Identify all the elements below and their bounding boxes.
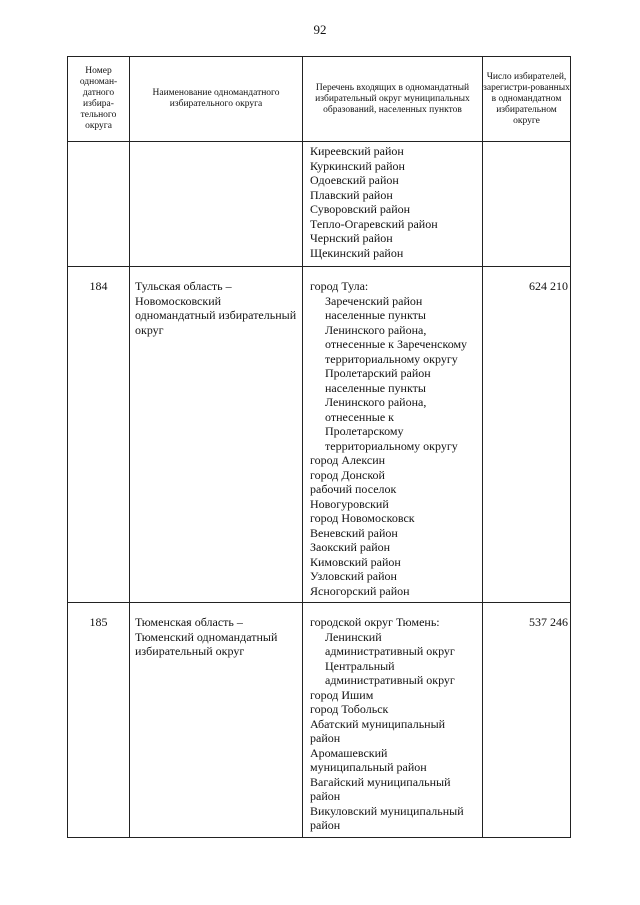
- list-item: населенные пункты: [325, 380, 426, 395]
- voters-count: 624 210: [483, 267, 571, 603]
- list-item: территориальному округу: [325, 438, 458, 453]
- district-composition: [303, 603, 483, 838]
- list-item: район: [310, 818, 341, 832]
- list-item: Зареченский район: [325, 293, 423, 308]
- list-item: отнесенные к: [325, 409, 394, 424]
- district-number: 184: [68, 267, 130, 603]
- header-number: Номер одноман-датного избира-тельного округа: [68, 57, 130, 142]
- list-item: Веневский район: [310, 525, 398, 540]
- header-voters: Число избирателей, зарегистри-рованных в одномандатном избирательном округе: [483, 57, 571, 142]
- list-item: район: [310, 789, 341, 803]
- table-row-continued: [68, 142, 571, 267]
- list-item: отнесенные к Зареченскому: [325, 337, 468, 351]
- list-item: Узловский район: [310, 569, 397, 583]
- list-item: Ленинский: [325, 629, 382, 644]
- list-item: город Алексин: [310, 453, 386, 467]
- table-header-row: [68, 57, 571, 142]
- list-item: город Ишим: [310, 687, 374, 702]
- list-item: Аромашевский: [310, 745, 388, 760]
- list-item: Киреевский район: [310, 144, 404, 158]
- list-item: Ленинского района,: [325, 322, 427, 337]
- list-item: Плавский район: [310, 187, 393, 202]
- header-name: Наименование одномандатного избирательного округа: [130, 57, 303, 142]
- list-item: Кимовский район: [310, 554, 401, 569]
- list-item: город Тула:: [310, 279, 369, 293]
- list-item: город Новомосковск: [310, 511, 415, 525]
- list-item: Ясногорский район: [310, 583, 410, 598]
- list-item: Новогуровский: [310, 496, 389, 511]
- list-item: административный округ: [325, 644, 455, 658]
- list-item: Щекинский район: [310, 245, 404, 260]
- list-item: Куркинский район: [310, 158, 405, 173]
- list-item: Пролетарский район: [325, 366, 431, 380]
- list-item: Центральный: [325, 658, 395, 673]
- list-item: Викуловский муниципальный: [310, 803, 464, 818]
- list-item: город Донской: [310, 467, 385, 482]
- list-item: Одоевский район: [310, 173, 399, 187]
- table-row: [68, 267, 571, 603]
- list-item: населенные пункты: [325, 308, 426, 322]
- list-item: муниципальный район: [310, 760, 427, 774]
- list-item: территориальному округу: [325, 351, 458, 366]
- table-row: [68, 603, 571, 838]
- list-item: административный округ: [325, 673, 455, 687]
- continued-list: [303, 142, 483, 267]
- district-name: Тюменская область – Тюменский одномандатный избирательный округ: [130, 603, 303, 838]
- header-list: Перечень входящих в одномандатный избирательный округ муниципальных образований, населенных пунктов: [303, 57, 483, 142]
- list-item: городской округ Тюмень:: [310, 615, 440, 629]
- list-item: Тепло-Огаревский район: [310, 216, 438, 231]
- list-item: Пролетарскому: [325, 424, 404, 438]
- district-composition: [303, 267, 483, 603]
- district-name: Тульская область – Новомосковский одномандатный избирательный округ: [130, 267, 303, 603]
- list-item: район: [310, 731, 341, 745]
- list-item: рабочий поселок: [310, 482, 397, 496]
- voters-count: 537 246: [483, 603, 571, 838]
- district-table: [67, 56, 571, 838]
- list-item: Суворовский район: [310, 202, 411, 216]
- list-item: Ленинского района,: [325, 395, 427, 409]
- district-number: 185: [68, 603, 130, 838]
- list-item: город Тобольск: [310, 702, 389, 716]
- list-item: Чернский район: [310, 231, 393, 245]
- list-item: Вагайский муниципальный: [310, 774, 451, 789]
- page-number: 92: [313, 22, 327, 37]
- list-item: Абатский муниципальный: [310, 716, 446, 731]
- list-item: Заокский район: [310, 540, 391, 554]
